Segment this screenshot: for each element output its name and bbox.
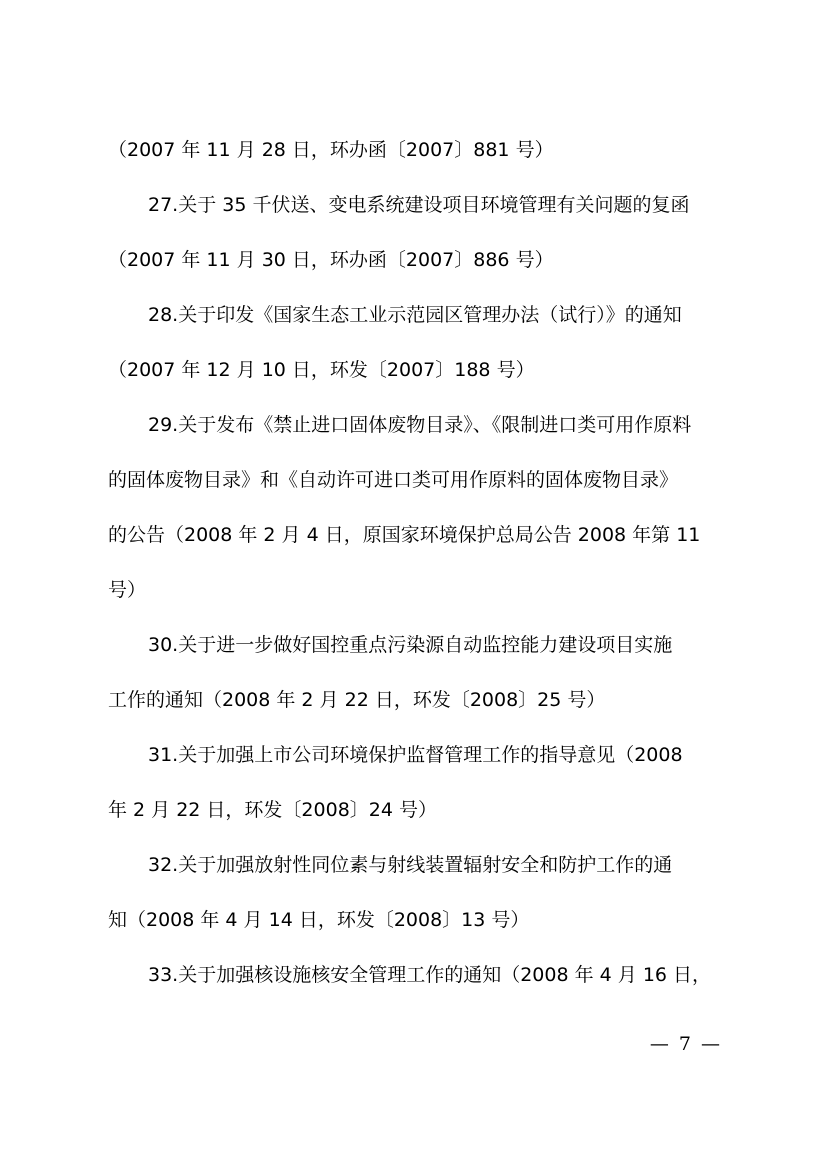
text-line-4: 28.关于印发《国家生态工业示范园区管理办法（试行）》的通知: [148, 304, 682, 326]
text-line-2: 27.关于 35 千伏送、变电系统建设项目环境管理有关问题的复函: [148, 194, 690, 216]
text-line-13: 年 2 月 22 日，环发〔2008〕24 号）: [108, 799, 437, 821]
text-line-8: 的公告（2008 年 2 月 4 日，原国家环境保护总局公告 2008 年第 11: [108, 524, 701, 546]
text-line-10: 30.关于进一步做好国控重点污染源自动监控能力建设项目实施: [148, 634, 673, 656]
text-line-1: （2007 年 11 月 28 日，环办函〔2007〕881 号）: [108, 139, 554, 161]
text-line-9: 号）: [108, 579, 147, 601]
text-line-14: 32.关于加强放射性同位素与射线装置辐射安全和防护工作的通: [148, 854, 673, 876]
page-number: — 7 —: [649, 1033, 722, 1055]
text-line-5: （2007 年 12 月 10 日，环发〔2007〕188 号）: [108, 359, 535, 381]
text-line-3: （2007 年 11 月 30 日，环办函〔2007〕886 号）: [108, 249, 554, 271]
text-line-7: 的固体废物目录》和《自动许可进口类可用作原料的固体废物目录》: [108, 469, 679, 491]
text-line-15: 知（2008 年 4 月 14 日，环发〔2008〕13 号）: [108, 909, 530, 931]
text-line-12: 31.关于加强上市公司环境保护监督管理工作的指导意见（2008: [148, 744, 683, 766]
text-line-6: 29.关于发布《禁止进口固体废物目录》、《限制进口类可用作原料: [148, 414, 692, 436]
text-line-16: 33.关于加强核设施核安全管理工作的通知（2008 年 4 月 16 日，: [148, 964, 712, 986]
text-line-11: 工作的通知（2008 年 2 月 22 日，环发〔2008〕25 号）: [108, 689, 606, 711]
